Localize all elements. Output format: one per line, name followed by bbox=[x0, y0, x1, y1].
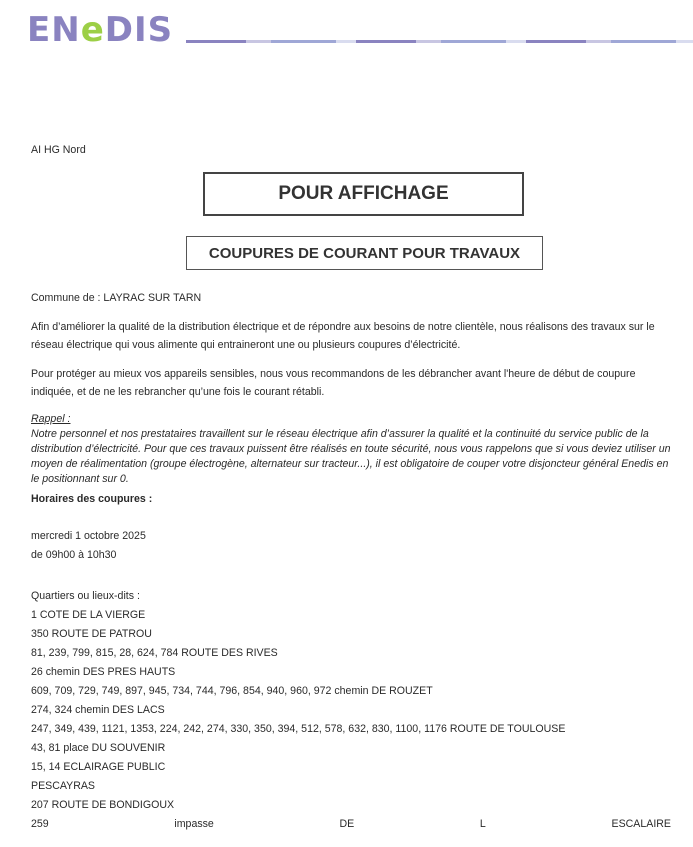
list-item: 274, 324 chemin DES LACS bbox=[31, 704, 165, 716]
advice-paragraph: Pour protéger au mieux vos appareils sensibles, nous vous recommandons de les débrancher avant l'heure de début de coupure indiquée, et de ne les rebrancher qu’une fois le courant rétabli. bbox=[31, 368, 636, 398]
last-place-row bbox=[31, 815, 671, 834]
list-item: 26 chemin DES PRES HAUTS bbox=[31, 666, 176, 678]
last-row-cell: DE bbox=[339, 818, 355, 830]
header-divider bbox=[186, 40, 693, 43]
list-item: 15, 14 ECLAIRAGE PUBLIC bbox=[31, 761, 166, 773]
list-item: 350 ROUTE DE PATROU bbox=[31, 628, 152, 640]
last-row-cell: ESCALAIRE bbox=[611, 818, 671, 830]
last-row-cell: impasse bbox=[174, 818, 214, 830]
places-list bbox=[31, 587, 565, 815]
list-item: 81, 239, 799, 815, 28, 624, 784 ROUTE DES RIVES bbox=[31, 647, 278, 659]
rappel-block bbox=[31, 412, 676, 487]
list-item: 43, 81 place DU SOUVENIR bbox=[31, 742, 166, 754]
list-item: 1 COTE DE LA VIERGE bbox=[31, 609, 146, 621]
list-item: 609, 709, 729, 749, 897, 945, 734, 744, 796, 854, 940, 960, 972 chemin DE ROUZET bbox=[31, 685, 433, 697]
list-item: 247, 349, 439, 1121, 1353, 224, 242, 274, 330, 350, 394, 512, 578, 632, 830, 1100, 1176 ROUTE DE TOULOUSE bbox=[31, 723, 566, 735]
schedule-time: de 09h00 à 10h30 bbox=[31, 549, 117, 561]
schedule-heading: Horaires des coupures : bbox=[31, 493, 153, 505]
last-row-cell: 259 bbox=[31, 818, 49, 830]
agency-label: AI HG Nord bbox=[31, 144, 86, 156]
main-title: POUR AFFICHAGE bbox=[278, 183, 449, 204]
last-row-cell: L bbox=[479, 818, 486, 830]
rappel-label: Rappel : bbox=[31, 413, 71, 425]
commune-line: Commune de : LAYRAC SUR TARN bbox=[31, 292, 202, 304]
list-item: PESCAYRAS bbox=[31, 780, 95, 792]
rappel-text: Notre personnel et nos prestataires travaillent sur le réseau électrique afin d’assurer la qualité et la continuité du service public de la distribution d’électricité. Pour que ces travaux puissent être réalisés en toute sécurité, nous vous rappelons que si vous deviez utiliser un moyen de réalimentation (groupe électrogène, alternateur sur tracteur...), il est obligatoire de couper votre disjoncteur général Enedis en le positionnant sur 0. bbox=[31, 428, 671, 485]
places-heading: Quartiers ou lieux-dits : bbox=[31, 590, 140, 602]
main-title-box bbox=[203, 172, 524, 216]
intro-paragraph: Afin d’améliorer la qualité de la distribution électrique et de répondre aux besoins de notre clientèle, nous réalisons des travaux sur le réseau électrique qui vous alimente qui entraineront une ou plusieurs coupures d’électricité. bbox=[31, 321, 655, 351]
sub-title-box bbox=[186, 236, 543, 270]
enedis-logo: ENeDIS bbox=[27, 10, 174, 50]
sub-title: COUPURES DE COURANT POUR TRAVAUX bbox=[208, 244, 521, 262]
list-item: 207 ROUTE DE BONDIGOUX bbox=[31, 799, 175, 811]
schedule-date: mercredi 1 octobre 2025 bbox=[31, 530, 146, 542]
